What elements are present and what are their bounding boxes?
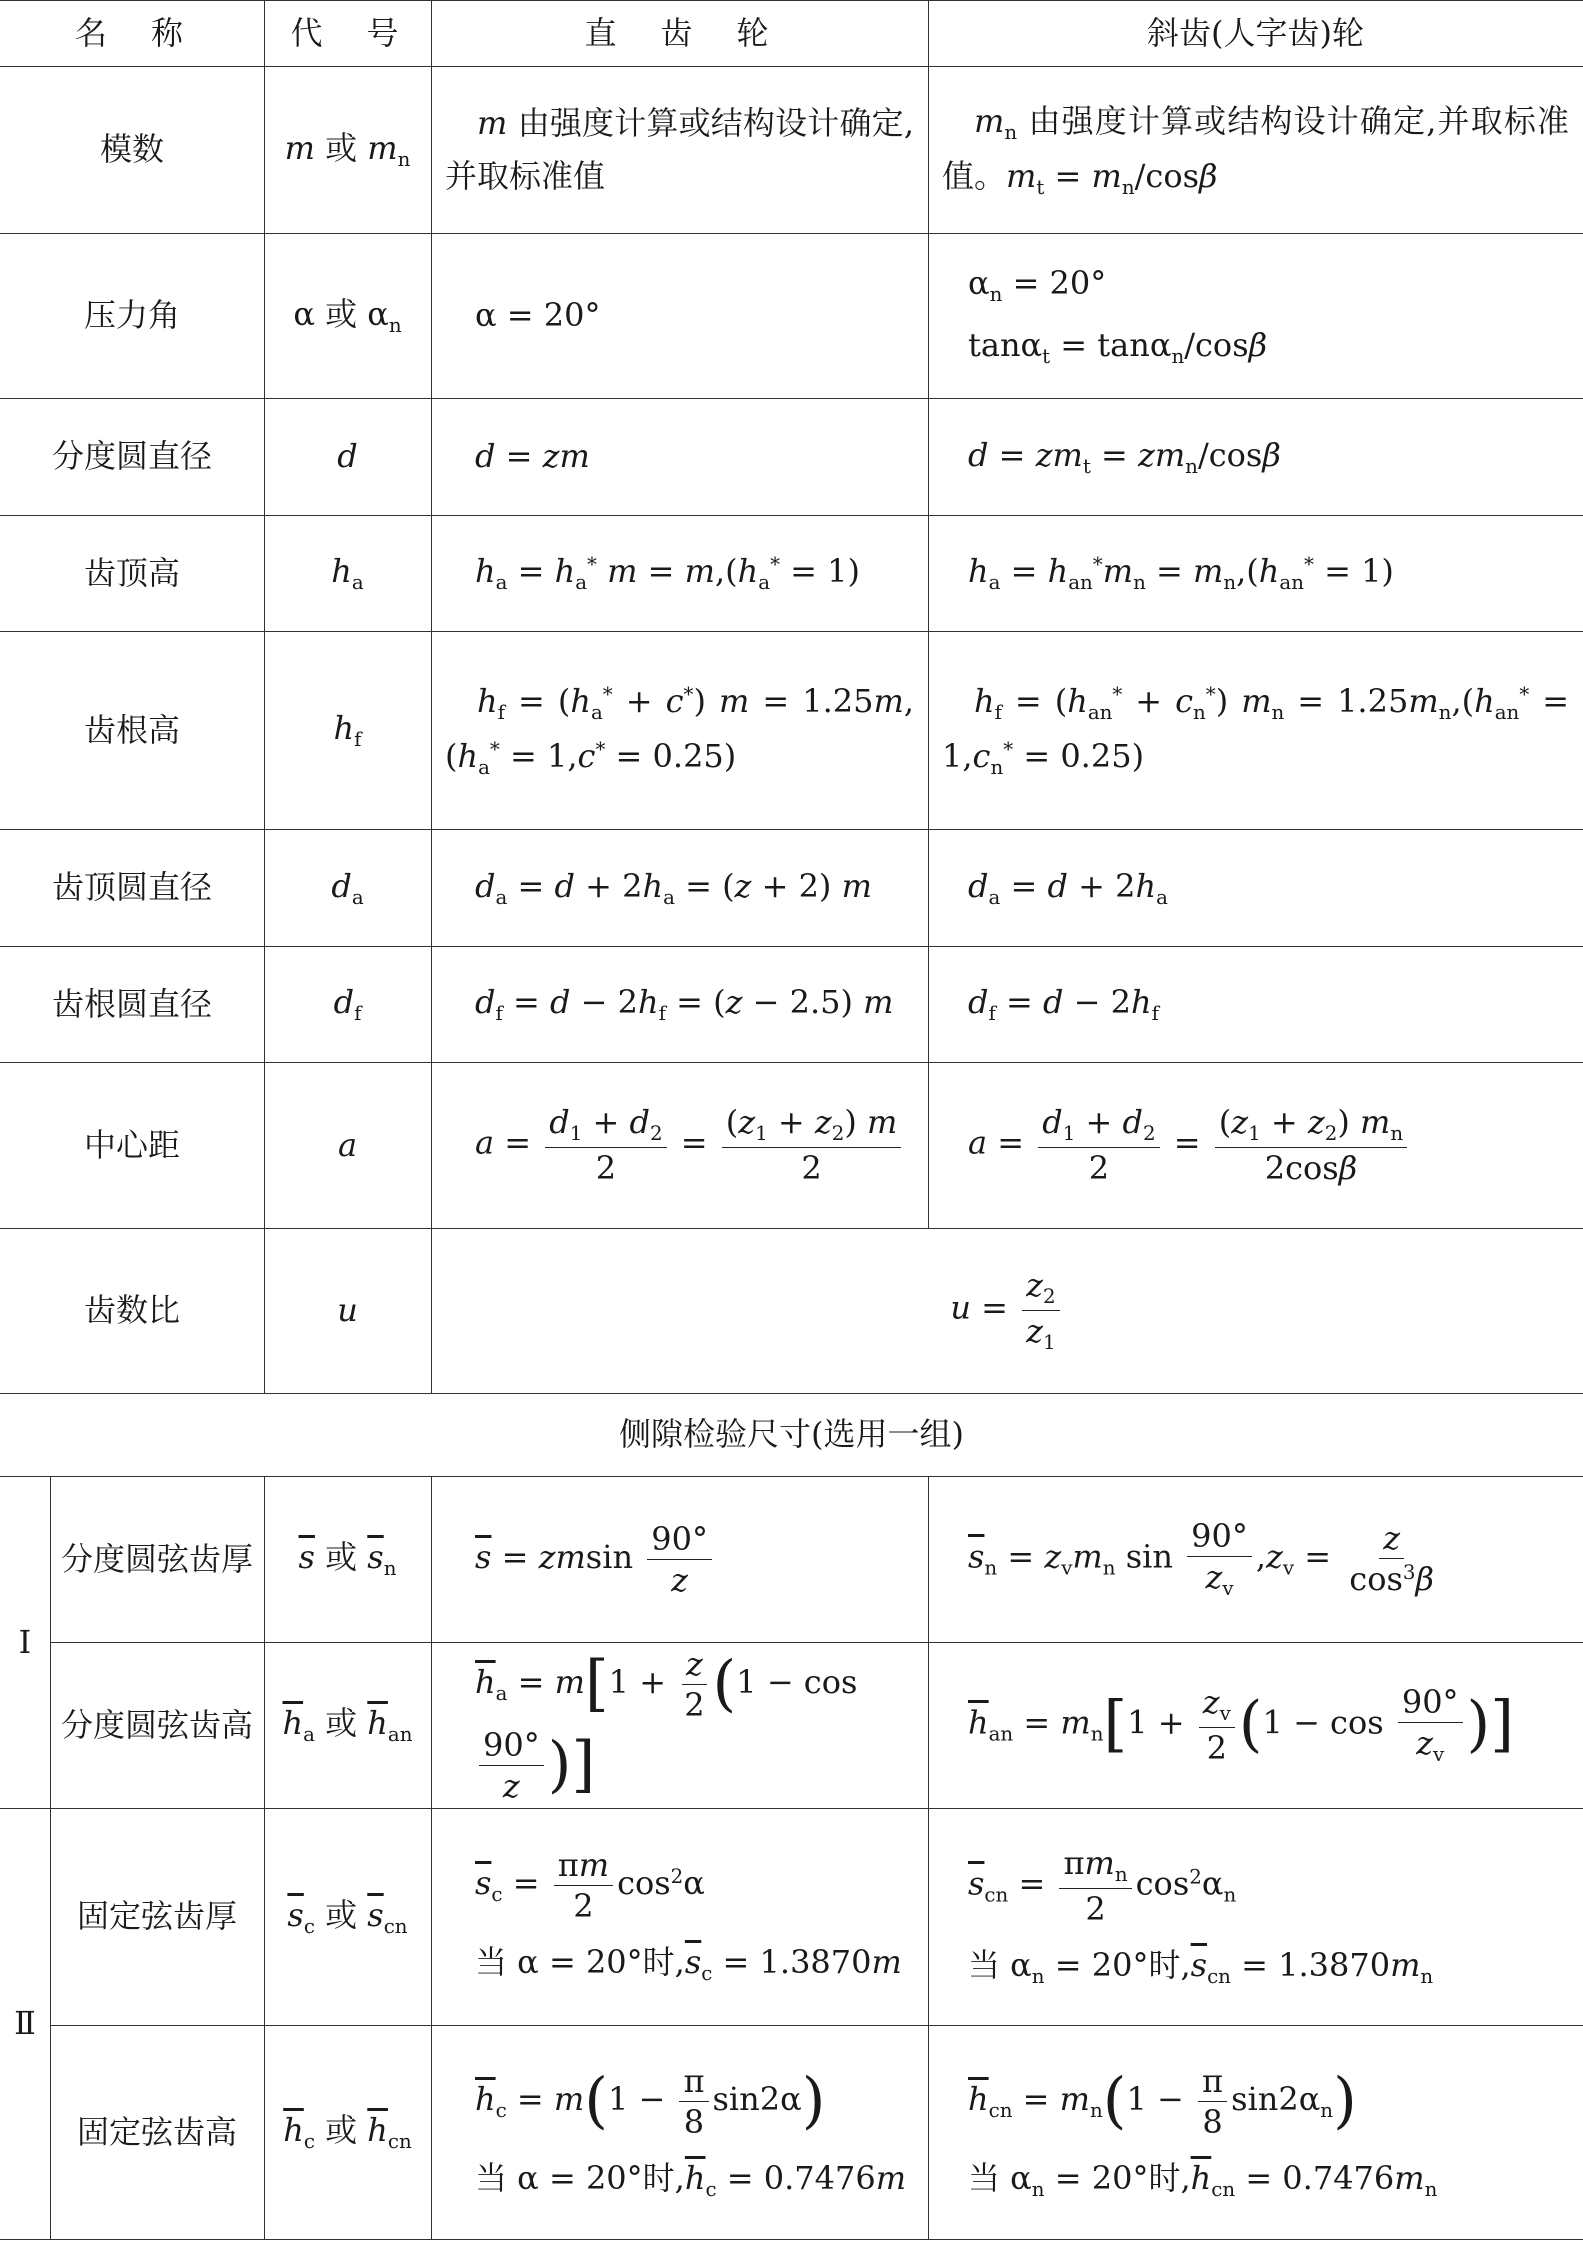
chordal-thickness-spur: $\overline{s} = zmsin$ $\frac{90^\circ}{z}$ [431, 1476, 928, 1642]
row-name-addendum: 齿顶高 [83, 553, 180, 592]
dedendum-helical: $h_f = (h_{an}^* + c_n^*) m_n = 1.25m_n,(h_{an}^* = 1,c_n^* = 0.25)$ [942, 682, 1570, 779]
group-label-I: Ⅰ [18, 1622, 32, 1661]
pitch-diameter-spur: d = zm [475, 437, 590, 476]
row-symbol-addendum: $h_a$ [331, 552, 364, 595]
row-name-tip-diameter: 齿顶圆直径 [51, 868, 212, 907]
chordal-height-helical: $\overline{h}_{an} = m_n[1$ + $\frac{z_v}{2}$ (1 − cos $\frac{90^\circ}{z_v}$ )] [968, 1683, 1514, 1767]
dedendum-spur: $h_f = (h_a^* + c^*) m = 1.25m,(h_a^* = 1,c^* = 0.25)$ [445, 682, 914, 779]
row-name-chordal-height: 分度圆弦齿高 [60, 1705, 253, 1744]
row-symbol-chordal-thickness: $\overline{s}$ 或 $\overline{s}_n$ [298, 1538, 397, 1581]
row-name-module: 模数 [99, 130, 164, 169]
row-symbol-constant-chord-height: $\overline{h}_c$ 或 $\overline{h}_{cn}$ [283, 2111, 412, 2154]
module-spur: m 由强度计算或结构设计确定,并取标准值 [445, 103, 914, 195]
row-name-pressure-angle: 压力角 [83, 296, 180, 335]
constant-chord-thickness-spur: $\overline{s}_c$ = $\frac{\pi m}{2}$ $\cos^2\alpha$ 当 α = 20°时$,\overline{s}_c = 1.3870m$ [475, 1846, 902, 1986]
constant-chord-height-spur: $\overline{h}_c = m(1$ − $\frac{\pi}{8}$ sin2α) 当 α = 20°时$,\overline{h}_c = 0.7476m$ [475, 2061, 907, 2201]
gear-ratio-formula: u = $\frac{z_2}{z_1}$ [431, 1228, 1583, 1393]
row-symbol-pressure-angle: α 或 $\alpha_n$ [293, 294, 402, 337]
pressure-angle-spur: α = 20° [475, 296, 601, 335]
header-symbol: 代 号 [290, 13, 405, 52]
header-name: 名 称 [74, 13, 189, 52]
row-symbol-chordal-height: $\overline{h}_a$ 或 $\overline{h}_{an}$ [282, 1704, 413, 1747]
row-symbol-center-distance: a [337, 1125, 358, 1164]
pressure-angle-helical: $\alpha_n = 20^\circ$ tanα$_t$ = tanα$_n$/cosβ [968, 263, 1268, 368]
row-symbol-tip-diameter: $d_a$ [331, 866, 364, 909]
addendum-helical: $h_a = h_{an}^*m_n = m_n,(h_{an}^* = 1)$ [968, 552, 1394, 595]
addendum-spur: $h_a = h_a^*$ $m = m,(h_a^* = 1)$ [475, 552, 860, 595]
row-symbol-module: m 或 $m_n$ [284, 128, 411, 171]
row-name-root-diameter: 齿根圆直径 [51, 984, 212, 1023]
section-title: 侧隙检验尺寸(选用一组) [619, 1415, 964, 1454]
constant-chord-thickness-helical: $\overline{s}_{cn}$ = $\frac{\pi m_n}{2}$ $\cos^2\alpha_n$ 当 $\alpha_n = 20^\circ$时$,\overline{s}_{cn} = 1.3870m_n$ [968, 1843, 1434, 1988]
module-helical: $m_n$ 由强度计算或结构设计确定,并取标准值。$m_t = m_n/\cos\beta$ [942, 101, 1569, 199]
root-diameter-spur: $d_f = d - 2h_f = (z - 2.5)$ m [475, 983, 894, 1026]
row-name-gear-ratio: 齿数比 [83, 1291, 180, 1330]
row-symbol-pitch-diameter: d [337, 437, 358, 476]
center-distance-helical: a = $\frac{d_1 + d_2}{2}$ = $\frac{(z_1 + z_2) m_n}{2\cos\beta}$ [928, 1062, 1583, 1228]
center-distance-spur: a = $\frac{d_1 + d_2}{2}$ = $\frac{(z_1 + z_2) m}{2}$ [431, 1062, 928, 1228]
row-symbol-root-diameter: $d_f$ [333, 983, 362, 1026]
row-name-constant-chord-height: 固定弦齿高 [76, 2112, 237, 2151]
row-name-chordal-thickness: 分度圆弦齿厚 [60, 1539, 253, 1578]
row-symbol-constant-chord-thickness: $\overline{s}_c$ 或 $\overline{s}_{cn}$ [287, 1895, 408, 1938]
row-symbol-gear-ratio: u [337, 1291, 358, 1330]
chordal-thickness-helical: $\overline{s}_n = z_vm_n$ sin $\frac{90^\circ}{z_v}$ $,z_v$ = $\frac{z}{\cos^3\beta}$ [968, 1517, 1434, 1601]
group-label-II: Ⅱ [14, 2004, 36, 2043]
pitch-diameter-helical: $d = zm_t = zm_n/\cos\beta$ [968, 435, 1281, 478]
header-helical: 斜齿(人字齿)轮 [1147, 13, 1364, 52]
row-name-pitch-diameter: 分度圆直径 [51, 437, 212, 476]
constant-chord-height-helical: $\overline{h}_{cn} = m_n(1$ − $\frac{\pi}{8}$ $\sin 2\alpha_n$) 当 $\alpha_n = 20^\circ$时$,\overline{h}_{cn} = 0.7476m_n$ [968, 2061, 1438, 2201]
row-symbol-dedendum: $h_f$ [333, 709, 362, 752]
row-name-constant-chord-thickness: 固定弦齿厚 [76, 1897, 237, 1936]
root-diameter-helical: $d_f = d - 2h_f$ [968, 983, 1159, 1026]
rule-bottom [0, 2239, 1583, 2240]
row-name-dedendum: 齿根高 [83, 710, 180, 749]
chordal-height-spur: $\overline{h}_a = m[1$ + $\frac{z}{2}$ (1 − cos $\frac{90^\circ}{z}$ )] [475, 1645, 858, 1805]
header-spur: 直 齿 轮 [584, 13, 775, 52]
tip-diameter-helical: $d_a = d + 2h_a$ [968, 866, 1168, 909]
row-name-center-distance: 中心距 [83, 1125, 180, 1164]
tip-diameter-spur: $d_a = d + 2h_a = (z + 2)$ m [475, 866, 872, 909]
